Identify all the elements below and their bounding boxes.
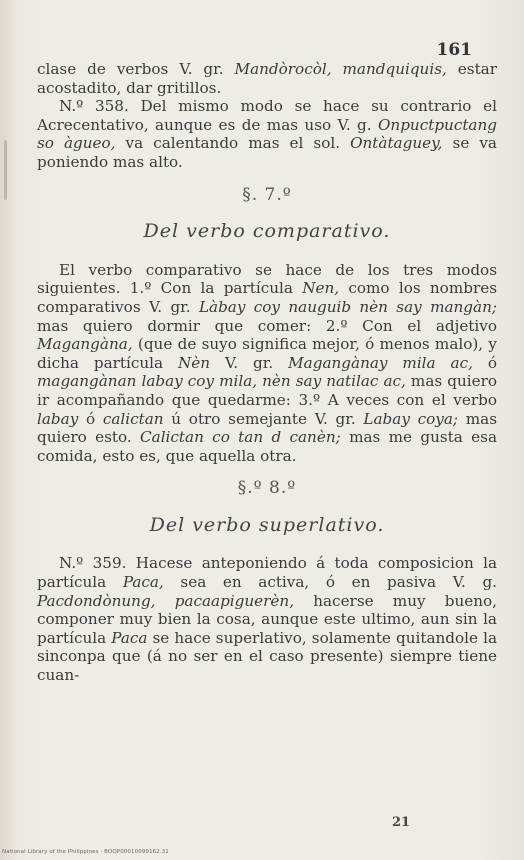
page-number: 161 bbox=[436, 40, 472, 60]
heading-superlative: Del verbo superlativo. bbox=[149, 513, 385, 536]
paragraph-1: clase de verbos V. gr. Mandòrocòl, mandquiquis, estar acostadito, dar gritillos. bbox=[37, 60, 498, 97]
scan-footer: National Library of the Philippines · BOOP00010099162.31 bbox=[2, 849, 169, 855]
section-7-marker: §. 7.º bbox=[242, 184, 292, 205]
paragraph-358: N.º 358. Del mismo modo se hace su contrario el Acrecentativo, aunque es de mas uso V. g. Onpuctpuctang so àgueo, va calentando mas el sol. Ontàtaguey, se va poniendo mas alto. bbox=[37, 97, 497, 171]
heading-comparative: Del verbo comparativo. bbox=[143, 220, 391, 243]
paragraph-comparative: El verbo comparativo se hace de los tres modos siguientes. 1.º Con la partícula Nen, como los nombres comparativos V. gr. Làbay coy nauguib nèn say mangàn; mas quiero dormir que comer: 2.º Con el adjetivo Magangàna, (que de suyo significa mejor, ó menos malo), y dicha partícula Nèn V. gr. Magangànay mila ac, ó magangànan labay coy mila, nèn say natilac ac, mas quiero ir acompañando que quedarme: 3.º A veces con el verbo labay ó calictan ú otro semejante V. gr. Labay coya; mas quiero esto. Calictan co tan d canèn; mas me gusta esa comida, esto es, que aquella otra. bbox=[37, 260, 498, 465]
paragraph-359: N.º 359. Hacese anteponiendo á toda composicion la partícula Paca, sea en activa, ó en pasiva V. g. Pacdondònung, pacaapiguerèn, hacerse muy bueno, componer muy bien la cosa, aunque este ultimo, aun sin la partícula Paca se hace superlativo, solamente quitandole la sinconpa que (á no ser en el caso presente) siempre tiene cuan- bbox=[37, 554, 498, 685]
signature-mark: 21 bbox=[392, 815, 411, 830]
page-body bbox=[37, 60, 497, 685]
margin-mark bbox=[4, 140, 7, 200]
section-8-marker: §.º 8.º bbox=[237, 478, 297, 499]
